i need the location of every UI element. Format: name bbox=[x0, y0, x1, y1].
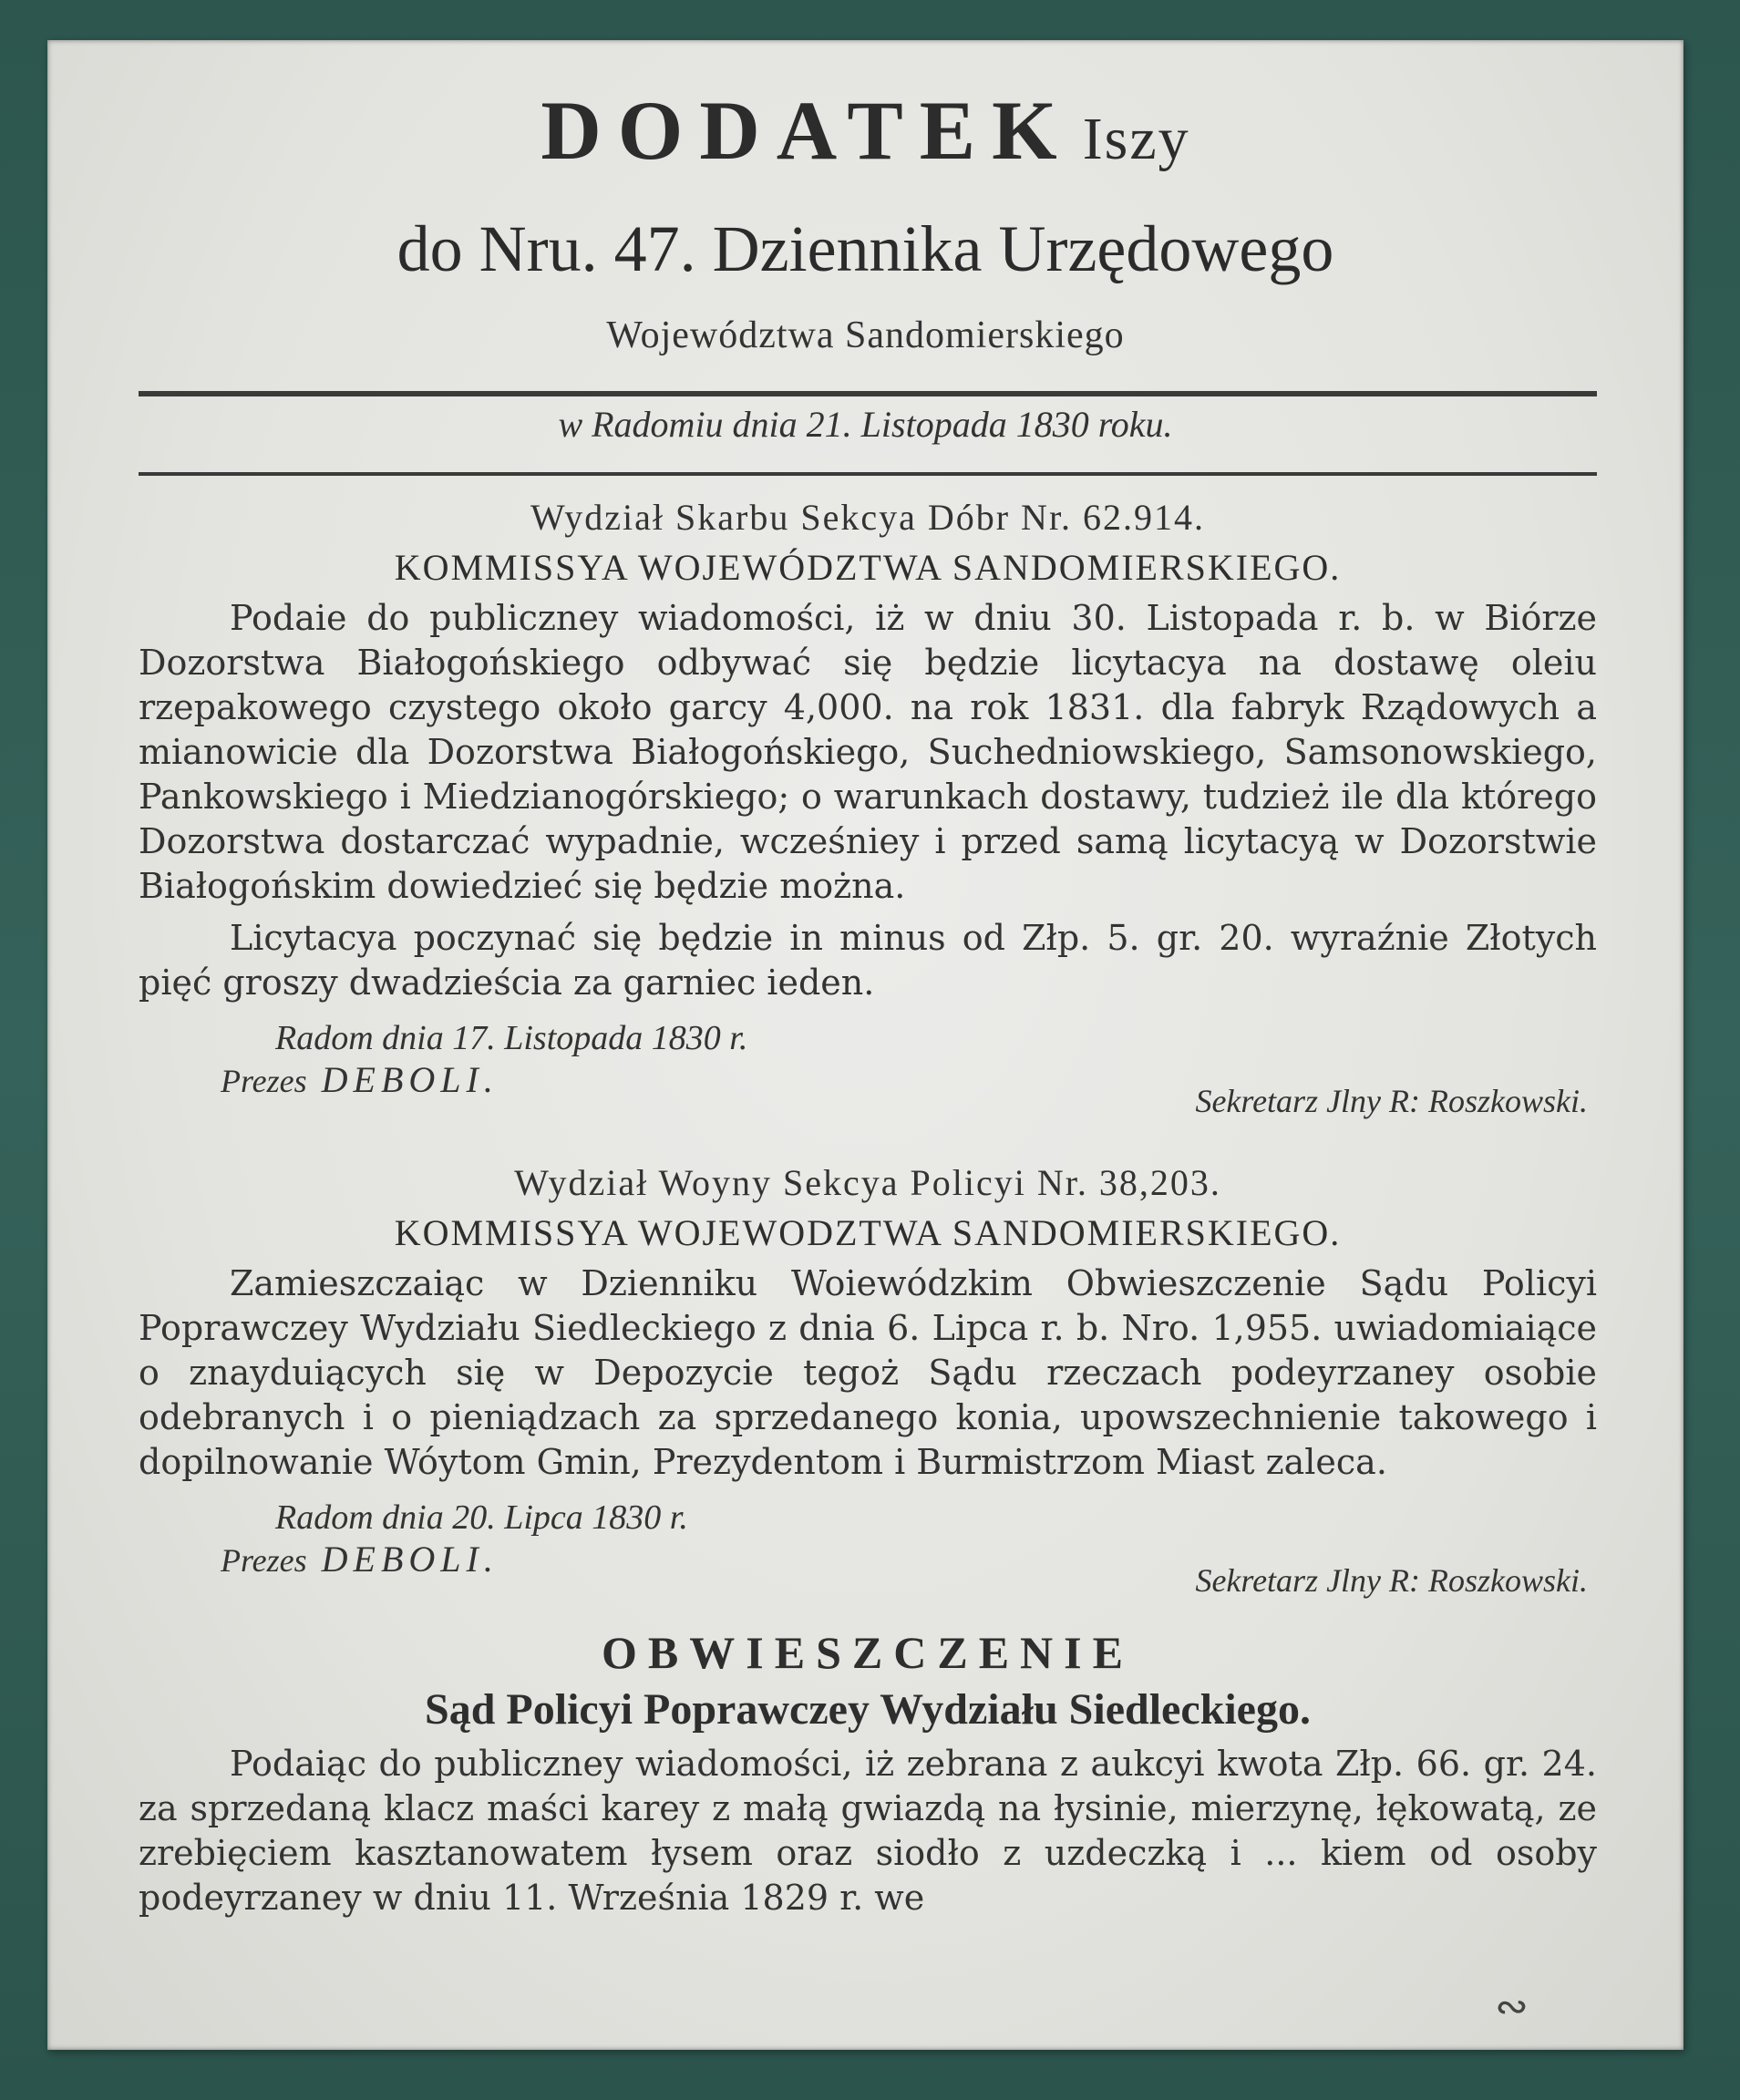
notice-1-paragraph-2: Licytacya poczynać się będzie in minus od Złp. 5. gr. 20. wyraźnie Złotych pięć groszy dwadzieścia za garniec ieden. bbox=[139, 918, 1597, 1003]
notice-3-subtitle: Sąd Policyi Poprawczey Wydziału Siedleckiego. bbox=[425, 1685, 1311, 1734]
masthead-title bbox=[47, 82, 1683, 179]
dateline: w Radomiu dnia 21. Listopada 1830 roku. bbox=[558, 404, 1173, 445]
president-label: Prezes bbox=[221, 1542, 307, 1579]
notice-3-title: OBWIESZCZENIE bbox=[602, 1627, 1134, 1678]
notice-2-place-date: Radom dnia 20. Lipca 1830 r. bbox=[275, 1498, 688, 1537]
notice-1 bbox=[139, 496, 1597, 1119]
president-name: DEBOLI. bbox=[321, 1059, 499, 1100]
notice-1-paragraph-1: Podaie do publiczney wiadomości, iż w dniu 30. Listopada r. b. w Biórze Dozorstwa Białogońskiego odbywać się będzie licytacya na dostawę oleiu rzepakowego czystego około garcy 4,000. na rok 1831. dla fabryk Rządowych a mianowicie dla Dozorstwa Białogońskiego, Suchedniowskiego, Samsonowskiego, Pankowskiego i Miedzianogórskiego; o warunkach dostawy, tudzież ile dla którego Dozorstwa dostarczać wypadnie, wcześniey i przed samą licytacyą w Dozorstwie Białogońskim dowiedzieć się będzie można. bbox=[139, 598, 1597, 906]
masthead-title-text: DODATEK bbox=[541, 84, 1074, 177]
notice-1-department: Wydział Skarbu Sekcya Dóbr Nr. 62.914. bbox=[530, 497, 1206, 538]
notice-1-secretary: Sekretarz Jlny R: Roszkowski. bbox=[1195, 1083, 1588, 1119]
notice-2 bbox=[139, 1161, 1597, 1599]
document-page bbox=[47, 40, 1683, 2050]
masthead-supplement: Iszy bbox=[1082, 106, 1190, 172]
notice-2-paragraph-1: Zamieszczaiąc w Dzienniku Woiewódzkim Obwieszczenie Sądu Policyi Poprawczey Wydziału Siedleckiego z dnia 6. Lipca r. b. Nro. 1,955. uwiadomiaiące o znayduiących się w Depozycie tegoż Sądu rzeczach podeyrzaney osobie odebranych i o pieniądzach za sprzedanego konia, upowszechnienie takowego i dopilnowanie Wóytom Gmin, Prezydentom i Burmistrzom Miast zaleca. bbox=[139, 1263, 1597, 1482]
notice-1-president bbox=[221, 1058, 499, 1101]
notice-1-place-date: Radom dnia 17. Listopada 1830 r. bbox=[275, 1019, 748, 1057]
masthead-subtitle: do Nru. 47. Dziennika Urzędowego bbox=[396, 212, 1334, 285]
notice-1-signatures bbox=[139, 1058, 1597, 1119]
dateline-rule bbox=[139, 472, 1597, 476]
notice-2-department: Wydział Woyny Sekcya Policyi Nr. 38,203. bbox=[514, 1162, 1221, 1203]
notice-2-secretary: Sekretarz Jlny R: Roszkowski. bbox=[1195, 1562, 1588, 1599]
notice-2-president bbox=[221, 1538, 499, 1580]
ink-flourish-icon: ∾ bbox=[1495, 1984, 1529, 2029]
masthead-region: Województwa Sandomierskiego bbox=[606, 314, 1125, 356]
notice-2-signatures bbox=[139, 1538, 1597, 1599]
notice-2-heading: KOMMISSYA WOJEWODZTWA SANDOMIERSKIEGO. bbox=[394, 1212, 1342, 1253]
notice-1-heading: KOMMISSYA WOJEWÓDZTWA SANDOMIERSKIEGO. bbox=[394, 547, 1342, 588]
president-label: Prezes bbox=[221, 1063, 307, 1099]
president-name: DEBOLI. bbox=[321, 1539, 499, 1580]
notice-3 bbox=[139, 1626, 1597, 1920]
top-rule bbox=[139, 391, 1597, 396]
notice-3-paragraph-1: Podaiąc do publiczney wiadomości, iż zebrana z aukcyi kwota Złp. 66. gr. 24. za sprzedaną klacz maści karey z małą gwiazdą na łysinie, mierzynę, łękowatą, ze zrebięciem kasztanowatem łysem oraz siodło z uzdeczką i ... kiem od osoby podeyrzaney w dniu 11. Września 1829 r. we bbox=[139, 1744, 1597, 1918]
